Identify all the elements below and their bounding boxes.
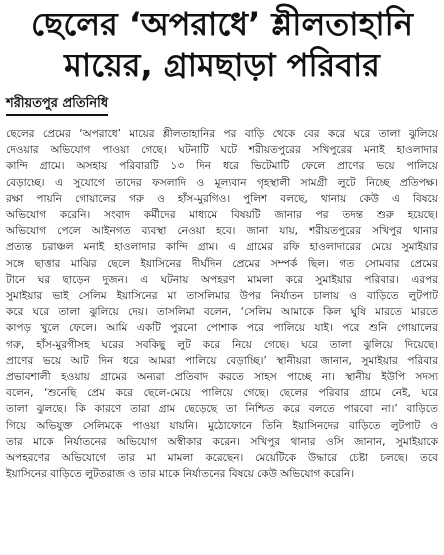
body-line: করে ঘরে তালা ঝুলিয়ে দেয়। তাসলিমা বলেন, ‘সেলিম আমাকে কিল ঘুষি মারতে মারতে [6, 306, 438, 319]
body-line: অভিযোগ পেলে আইনগত ব্যবস্থা নেওয়া হবে। জানা যায়, শরীয়তপুরের সখিপুর থানার [6, 225, 438, 238]
article-body [6, 126, 438, 482]
body-line: গিয়ে অভিযুক্ত সেলিমকে পাওয়া যায়নি। মুঠোফোনে তিনি ইয়াসিনদের বাড়িতে লুটপাট ও [6, 419, 438, 432]
body-line: প্রভাবশালী হওয়ায় গ্রামের অন্যরা প্রতিবাদ করতে সাহস পাচ্ছে না। স্থানীয় ইউপি সদস্য [6, 371, 438, 384]
body-line: গরু, হাঁস-মুরগীসহ ঘরের সবকিছু লুট করে নিয়ে গেছে। ঘরে তালা ঝুলিয়ে দিয়েছে। [6, 338, 438, 351]
body-line: দেওয়ার অভিযোগ পাওয়া গেছে। ঘটনাটি ঘটে শরীয়তপুরের সখিপুরের মনাই হাওলাদার [6, 144, 438, 157]
body-line: টানে ঘর ছাড়েন দুজন। এ ঘটনায় অপহরণ মামলা করে সুমাইয়ার পরিবার। এরপর [6, 273, 438, 286]
body-line: কাপড় খুলে ফেলে। আমি একটি পুরনো পোশাক পরে পালিয়ে যাই। পরে শুনি গোয়ালের [6, 322, 438, 335]
body-line: প্রত্যন্ত চরাঞ্চল মনাই হাওলাদার কান্দি গ্রাম। এ গ্রামের রফি হাওলাদারের মেয়ে সুমাইয়ার [6, 241, 438, 254]
body-line: সঙ্গে ছাত্তার মাঝির ছেলে ইয়াসিনের দীর্ঘদিন প্রেমের সম্পর্ক ছিল। গত সোমবার প্রেমের [6, 257, 438, 270]
body-line: প্রাণের ভয়ে আট দিন ধরে আমরা পালিয়ে বেড়াচ্ছি।’ স্থানীয়রা জানান, সুমাইয়ার পরিবার [6, 354, 438, 367]
body-line: ছেলের প্রেমের ‘অপরাধে’ মায়ের শ্লীলতাহানির পর বাড়ি থেকে বের করে ঘরে তালা ঝুলিয়ে [6, 128, 438, 140]
body-line: বেড়াচ্ছে। এ সুযোগে তাদের ফসলাদি ও মূল্যবান গৃহস্থালী সামগ্রী লুটে নিচ্ছে প্রতিপক্ষ। [6, 176, 438, 189]
headline-line-2: মায়ের, গ্রামছাড়া পরিবার [64, 46, 380, 84]
headline-line-1: ছেলের ‘অপরাধে’ শ্লীলতাহানি [31, 5, 413, 43]
body-line: রক্ষা পায়নি গোয়ালের গরু ও হাঁস-মুরগিও। পুলিশ বলছে, থানায় কেউ এ বিষয়ে [6, 192, 438, 205]
body-line: ইয়াসিনের বাড়িতে লুটতরাজ ও তার মাকে নির্যাতনের বিষয়ে কেউ অভিযোগ করেনি। [6, 468, 355, 481]
body-line: সুমাইয়ার ভাই সেলিম ইয়াসিনের মা তাসলিমার উপর নির্যাতন চালায় ও বাড়িতে লুটপাট [6, 290, 438, 303]
headline [0, 0, 444, 86]
body-line: অপহরণের অভিযোগে তার মা মামলা করেছেন। মেয়েটিকে উদ্ধারে চেষ্টা চলছে। তবে [6, 452, 438, 465]
body-line: তালা ঝুলছে। কি কারণে তারা গ্রাম ছেড়েছে তা নিশ্চিত করে বলতে পারবো না।’ বাড়িতে [6, 403, 438, 416]
byline: শরীয়তপুর প্রতিনিধি [6, 96, 108, 116]
body-line: অভিযোগ করেনি। সংবাদ কর্মীদের মাধ্যমে বিষয়টি জানার পর তদন্ত শুরু হয়েছে। [6, 209, 438, 222]
body-line: বলেন, ‘শুনেছি প্রেম করে ছেলে-মেয়ে পালিয়ে গেছে। ছেলের পরিবার গ্রামে নেই, ঘরে [6, 387, 438, 400]
body-line: কান্দি গ্রামে। অসহায় পরিবারটি ১৩ দিন ধরে ভিটেমাটি ফেলে প্রাণের ভয়ে পালিয়ে [6, 160, 438, 173]
body-line: তার মাকে নির্যাতনের অভিযোগ অস্বীকার করেন। সখিপুর থানার ওসি জানান, সুমাইয়াকে [6, 435, 438, 448]
